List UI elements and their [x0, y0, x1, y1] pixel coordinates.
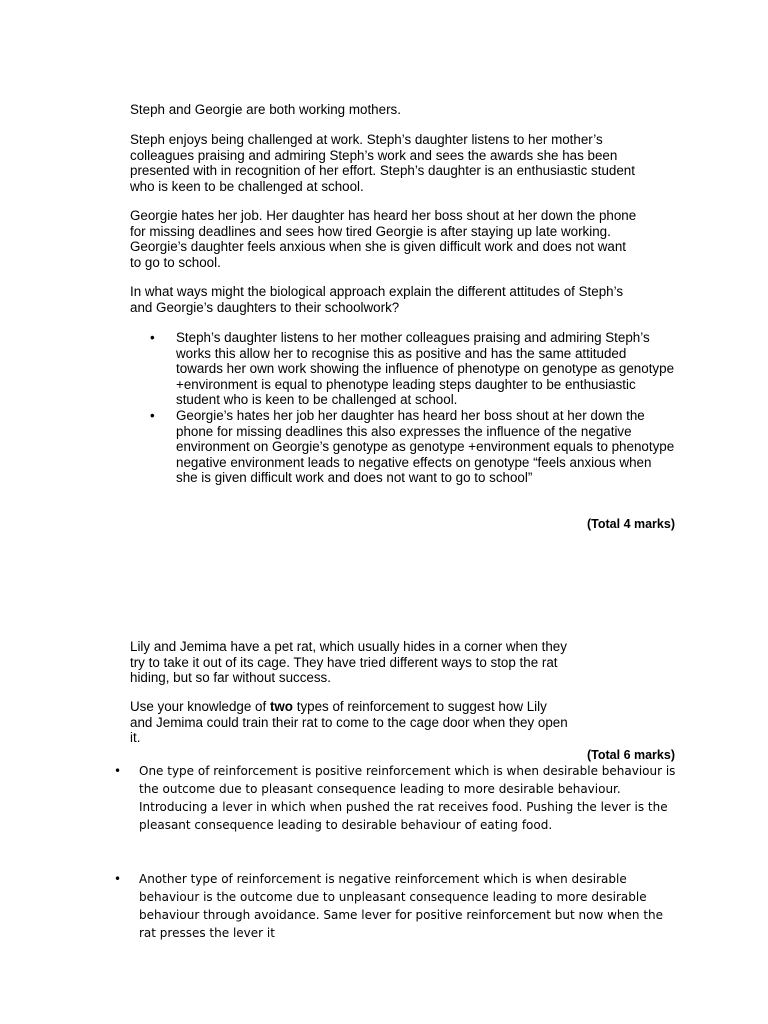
- list-item: [130, 330, 675, 408]
- q1-answer-georgie: Georgie’s hates her job her daughter has heard her boss shout at her down the phone for missing deadlines this also expresses the influence of the negative environment on Georgie’s genotype as genotype +environment equals to phenotype negative environment leads to negative effects on genotype “feels anxious when she is given difficult work and does not want to go to school”: [176, 407, 675, 486]
- q2-total-marks: (Total 6 marks): [587, 748, 675, 762]
- q1-intro: Steph and Georgie are both working mothers.: [130, 102, 401, 117]
- q2-scenario: Lily and Jemima have a pet rat, which usually hides in a corner when they try to take it out of its cage. They have tried different ways to stop the rat hiding, but so far without success.: [130, 639, 567, 686]
- q1-steph-paragraph: Steph enjoys being challenged at work. Steph’s daughter listens to her mother’s colleagues praising and admiring Steph’s work and sees the awards she has been presented with in recognition of her effort. Steph’s daughter is an enthusiastic student who is keen to be challenged at school.: [130, 132, 635, 194]
- q2-question-emphasis: two: [269, 699, 293, 714]
- bullet-icon: •: [150, 330, 155, 345]
- list-item: [114, 762, 679, 834]
- q2-answer-positive-list: [114, 762, 679, 834]
- q2-question-text-end: types of reinforcement to suggest how Lily and Jemima could train their rat to come to the cage door when they open it.: [130, 699, 568, 746]
- bullet-icon: •: [114, 872, 122, 886]
- q1-total-marks: (Total 4 marks): [587, 517, 675, 531]
- list-item: [130, 408, 675, 486]
- q1-answer-list: [130, 330, 675, 486]
- q2-answer-negative: Another type of reinforcement is negative reinforcement which is when desirable behaviour is the outcome due to unpleasant consequence leading to more desirable behaviour through avoidance. Same lever for positive reinforcement but now when the rat presses the lever it: [139, 872, 664, 940]
- q2-answer-negative-list: [114, 870, 679, 942]
- q2-question: [130, 699, 570, 746]
- q1-question: In what ways might the biological approach explain the different attitudes of Steph’s and Georgie’s daughters to their schoolwork?: [130, 284, 624, 315]
- q1-answer-steph: Steph’s daughter listens to her mother colleagues praising and admiring Steph’s works this allow her to recognise this as positive and has the same attituded towards her own work showing the influence of phenotype on genotype as genotype +environment is equal to phenotype leading steps daughter to be enthusiastic student who is keen to be challenged at school.: [176, 330, 675, 408]
- q2-answer-positive: One type of reinforcement is positive reinforcement which is when desirable behaviour is the outcome due to pleasant consequence leading to more desirable behaviour. Introducing a lever in which when pushed the rat receives food. Pushing the lever is the pleasant consequence leading to desirable behaviour of eating food.: [139, 764, 676, 832]
- bullet-icon: •: [150, 407, 155, 423]
- list-item: [114, 870, 679, 942]
- bullet-icon: •: [114, 764, 122, 778]
- q1-georgie-paragraph: Georgie hates her job. Her daughter has heard her boss shout at her down the phone for missing deadlines and sees how tired Georgie is after staying up late working. Georgie’s daughter feels anxious when she is given difficult work and does not want to go to school.: [130, 208, 637, 270]
- q2-question-text: Use your knowledge of: [130, 699, 270, 714]
